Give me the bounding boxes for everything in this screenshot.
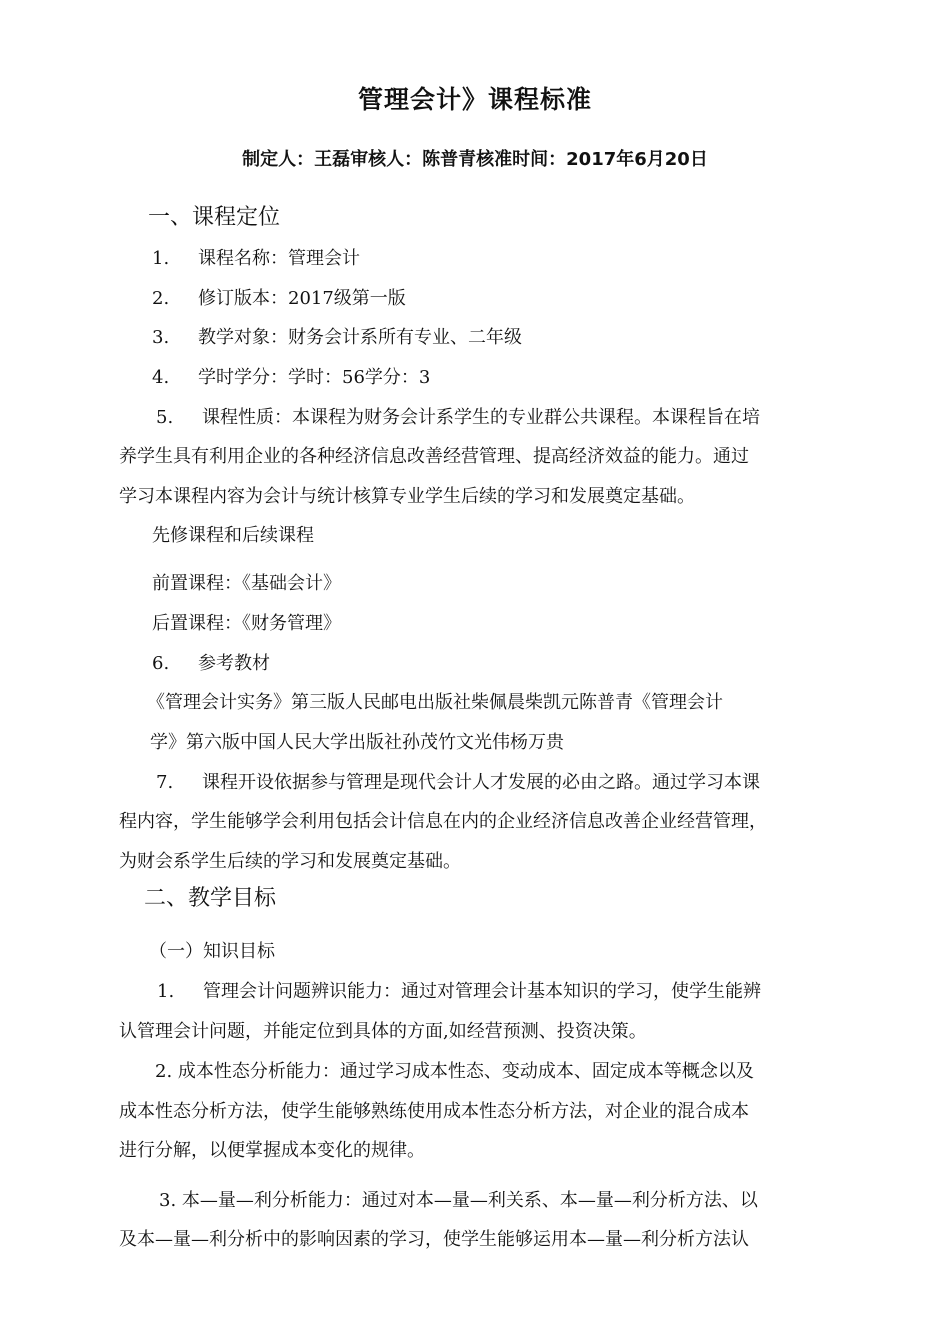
item-number: 5. [156,407,174,428]
section-heading-course-positioning: 一、课程定位 [148,205,281,230]
item-text: 课程名称：管理会计 [198,248,360,269]
textbook-line: 学》第六版中国人民大学出版社孙茂竹文光伟杨万贵 [150,732,564,753]
item-number: 4. [152,367,170,388]
item-number: 7. [156,772,174,793]
item-number: 2. [152,288,170,309]
prerequisite-heading: 先修课程和后续课程 [152,525,314,546]
item-number: 6. [152,653,170,674]
author-approval-line: 制定人：王磊审核人：陈普青核准时间：2017年6月20日 [242,149,708,170]
item-text: 管理会计问题辨识能力：通过对管理会计基本知识的学习，使学生能辨 [203,981,761,1002]
subsection-heading-knowledge: （一）知识目标 [149,941,275,962]
list-item [152,649,270,675]
list-item [156,768,760,794]
list-item [156,403,760,429]
item-number: 3. [152,327,170,348]
paragraph-line: 及本—量—利分析中的影响因素的学习，使学生能够运用本—量—利分析方法认 [119,1229,749,1250]
paragraph-line: 认管理会计问题，并能定位到具体的方面,如经营预测、投资决策。 [119,1021,647,1042]
paragraph-line: 养学生具有利用企业的各种经济信息改善经营管理、提高经济效益的能力。通过 [119,446,749,467]
paragraph-line: 学习本课程内容为会计与统计核算专业学生后续的学习和发展奠定基础。 [119,486,695,507]
paragraph-line: 成本性态分析方法，使学生能够熟练使用成本性态分析方法，对企业的混合成本 [119,1101,749,1122]
prerequisite-after: 后置课程：《财务管理》 [152,613,341,634]
item-text: 课程性质：本课程为财务会计系学生的专业群公共课程。本课程旨在培 [202,407,760,428]
item-number: 1. [152,248,170,269]
paragraph-line: 进行分解，以便掌握成本变化的规律。 [119,1140,425,1161]
list-item [152,363,430,389]
list-item [152,284,406,310]
prerequisite-before: 前置课程：《基础会计》 [152,573,341,594]
paragraph-line: 程内容，学生能够学会利用包括会计信息在内的企业经济信息改善企业经营管理， [119,811,767,832]
document-title: 管理会计》课程标准 [357,85,592,114]
section-heading-teaching-objectives: 二、教学目标 [144,886,277,911]
item-text: 教学对象：财务会计系所有专业、二年级 [198,327,522,348]
list-item [152,244,360,270]
item-text: 学时学分：学时：56学分：3 [198,367,431,388]
list-item [152,323,522,349]
paragraph-line: 为财会系学生后续的学习和发展奠定基础。 [119,851,461,872]
item-text: 课程开设依据参与管理是现代会计人才发展的必由之路。通过学习本课 [202,772,760,793]
textbook-line: 《管理会计实务》第三版人民邮电出版社柴佩晨柴凯元陈普青《管理会计 [147,692,723,713]
paragraph-line: 3. 本—量—利分析能力：通过对本—量—利关系、本—量—利分析方法、以 [159,1190,758,1211]
list-item [157,977,761,1003]
item-number: 1. [157,981,175,1002]
item-text: 参考教材 [198,653,270,674]
paragraph-line: 2. 成本性态分析能力：通过学习成本性态、变动成本、固定成本等概念以及 [155,1061,754,1082]
item-text: 修订版本：2017级第一版 [198,288,406,309]
